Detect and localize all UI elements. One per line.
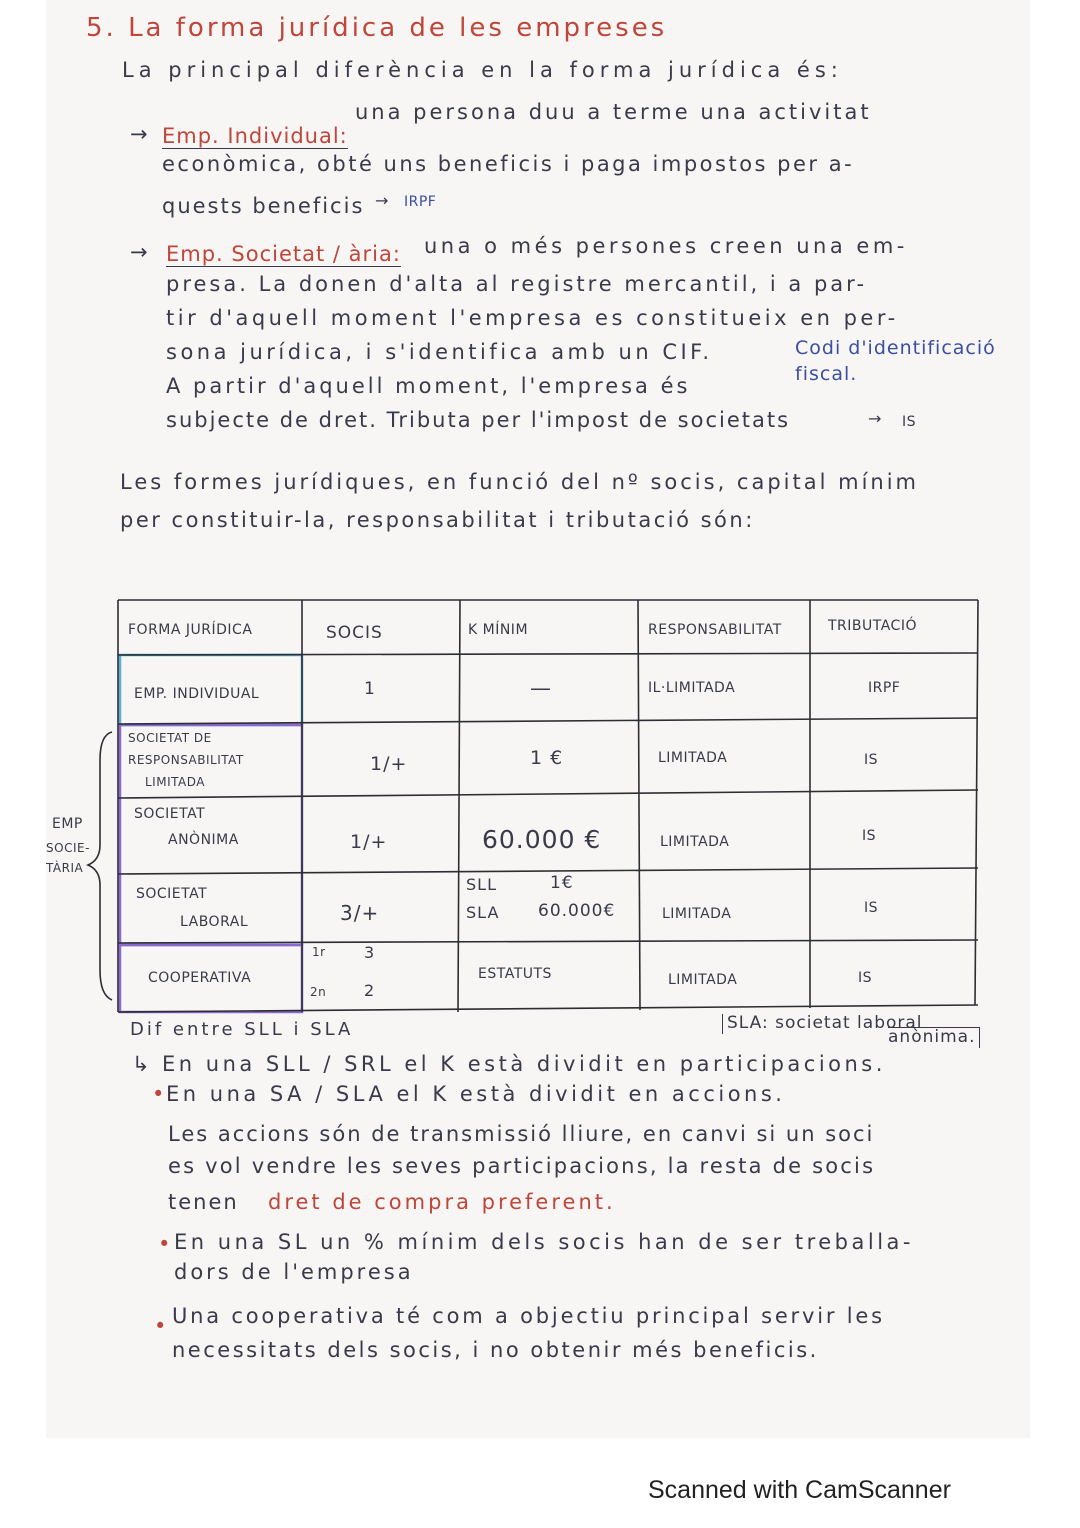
table-cell: 2n <box>310 985 327 999</box>
forms-line: Les formes jurídiques, en funció del nº socis, capital mínim <box>120 470 919 494</box>
table-cell: 1/+ <box>350 831 388 853</box>
arrow-icon: → <box>130 240 149 264</box>
arrow-icon: → <box>868 409 883 428</box>
side-label: SOCIE- <box>46 841 90 855</box>
bullet-dot-icon: • <box>154 1314 168 1338</box>
table-cell: IS <box>862 828 877 844</box>
diff-bullet: En una SA / SLA el K està dividit en accions. <box>166 1082 786 1106</box>
bullet-arrow-icon: ↳ <box>132 1052 151 1076</box>
table-cell: 2 <box>364 981 376 1000</box>
societat-line: A partir d'aquell moment, l'empresa és <box>166 374 691 398</box>
table-cell: COOPERATIVA <box>148 970 252 986</box>
intro-line: La principal diferència en la forma jurídica és: <box>122 58 843 82</box>
table-cell: LABORAL <box>180 914 249 930</box>
cif-note: Codi d'identificació <box>795 337 996 359</box>
table-cell: 1€ <box>550 873 574 893</box>
societat-line: subjecte de dret. Tributa per l'impost de societats <box>166 408 791 432</box>
cif-note: fiscal. <box>795 363 858 385</box>
table-cell: SOCIETAT <box>134 806 206 822</box>
diff-paragraph: es vol vendre les seves participacions, la resta de socis <box>168 1154 876 1178</box>
table-cell: 3/+ <box>340 901 380 925</box>
diff-bullet: En una SL un % mínim dels socis han de ser treballa- <box>174 1230 914 1254</box>
diff-paragraph: Les accions són de transmissió lliure, en canvi si un soci <box>168 1122 875 1146</box>
individual-line: econòmica, obté uns beneficis i paga impostos per a- <box>162 152 855 176</box>
table-cell: LIMITADA <box>145 775 205 789</box>
forms-line: per constituir-la, responsabilitat i tributació són: <box>120 508 755 532</box>
diff-paragraph: tenen <box>168 1190 239 1214</box>
table-cell: 1r <box>312 945 326 959</box>
side-label: TÀRIA <box>46 861 84 875</box>
table-cell: 1/+ <box>370 753 408 775</box>
sla-note: SLA: societat laboral <box>722 1014 923 1034</box>
table-cell: SOCIETAT <box>136 886 208 902</box>
bullet-dot-icon: • <box>158 1232 172 1256</box>
table-cell: IS <box>858 970 873 986</box>
table-cell: ESTATUTS <box>478 966 552 982</box>
table-header: TRIBUTACIÓ <box>828 618 917 634</box>
table-cell: 1 € <box>530 747 564 769</box>
diff-heading: Dif entre SLL i SLA <box>130 1019 354 1040</box>
individual-tax: IRPF <box>404 194 437 210</box>
societat-line: tir d'aquell moment l'empresa es constitueix en per- <box>166 306 899 330</box>
table-cell: 3 <box>364 943 376 962</box>
diff-bullet: necessitats dels socis, i no obtenir més beneficis. <box>172 1338 819 1362</box>
table-cell: — <box>530 676 552 700</box>
table-cell: LIMITADA <box>668 972 738 988</box>
table-header: SOCIS <box>326 623 383 643</box>
societat-line: sona jurídica, i s'identifica amb un CIF. <box>166 340 713 364</box>
arrow-icon: → <box>130 122 149 146</box>
societat-tax: IS <box>902 414 917 430</box>
individual-line: quests beneficis <box>162 194 365 218</box>
table-cell: 1 <box>364 679 376 699</box>
table-cell: IS <box>864 752 879 768</box>
societat-line: presa. La donen d'alta al registre mercantil, i a par- <box>166 272 868 296</box>
individual-label: Emp. Individual: <box>162 124 348 148</box>
diff-bullet: En una SLL / SRL el K està dividit en participacions. <box>162 1052 886 1076</box>
scan-watermark: Scanned with CamScanner <box>648 1476 951 1504</box>
arrow-icon: → <box>375 191 390 210</box>
table-cell: 60.000 € <box>482 825 602 854</box>
societat-line: una o més persones creen una em- <box>424 234 908 258</box>
table-cell: SLL <box>466 875 497 894</box>
table-cell: EMP. INDIVIDUAL <box>134 686 260 702</box>
table-cell: SOCIETAT DE <box>128 731 212 745</box>
societat-label: Emp. Societat / ària: <box>166 242 401 266</box>
table-cell: LIMITADA <box>662 906 732 922</box>
table-cell: LIMITADA <box>660 834 730 850</box>
individual-line: una persona duu a terme una activitat <box>355 100 872 124</box>
diff-highlight: dret de compra preferent. <box>268 1190 616 1214</box>
table-cell: ANÒNIMA <box>168 832 239 848</box>
sla-note: anònima. <box>888 1027 980 1048</box>
page-title: 5. La forma jurídica de les empreses <box>86 13 668 43</box>
table-header: FORMA JURÍDICA <box>128 622 253 638</box>
table-cell: LIMITADA <box>658 750 728 766</box>
table-cell: IL·LIMITADA <box>648 680 736 696</box>
table-cell: SLA <box>466 903 500 922</box>
table-header: K MÍNIM <box>468 622 529 638</box>
table-cell: 60.000€ <box>538 901 616 921</box>
table-header: RESPONSABILITAT <box>648 622 782 638</box>
side-label: EMP <box>52 816 83 832</box>
diff-bullet: dors de l'empresa <box>174 1260 414 1284</box>
table-cell: RESPONSABILITAT <box>128 753 244 767</box>
table-cell: IRPF <box>868 680 901 696</box>
bullet-dot-icon: • <box>152 1082 166 1106</box>
diff-bullet: Una cooperativa té com a objectiu principal servir les <box>172 1304 885 1328</box>
table-cell: IS <box>864 900 879 916</box>
